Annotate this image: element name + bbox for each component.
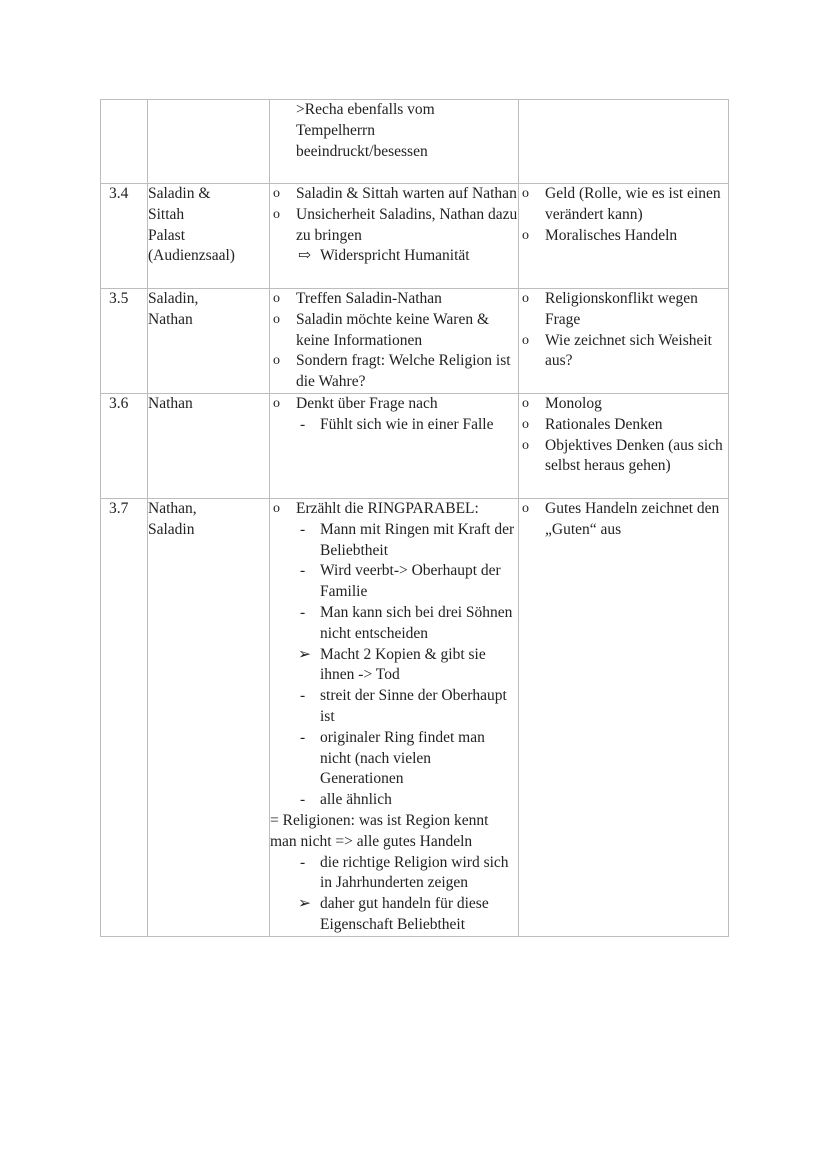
dash-bullet-icon: - [300,415,306,433]
arrow-right-icon: ⇨ [298,247,311,265]
list-item [270,351,518,393]
scene-number: 3.6 [101,394,148,499]
table-row [101,499,729,937]
table-body [101,100,729,937]
table-row [101,184,729,289]
list-item-text: Erzählt die RINGPARABEL: [296,500,479,517]
list-item [270,394,518,415]
list-item [270,289,518,310]
scene-themes [519,184,729,289]
list-item [519,289,728,331]
list-item [270,728,518,790]
list-item-text: die richtige Religion wird sich in Jahrhunderten zeigen [320,853,509,892]
list-item-text: alle ähnlich [320,791,392,809]
list-item-text: streit der Sinne der Oberhaupt ist [320,687,507,725]
list-item-text: Sondern fragt: Welche Religion ist die Wahre? [296,352,511,391]
circle-bullet-icon: o [273,501,280,516]
list-item-text: Unsicherheit Saladins, Nathan dazu zu bringen [296,205,518,244]
chevron-bullet-icon: ➢ [298,895,311,913]
list-item-text: Fühlt sich wie in einer Falle [320,415,494,433]
scene-number [101,100,148,184]
list-item [270,205,518,247]
circle-bullet-icon: o [273,396,280,411]
list-item [519,394,728,415]
list-item-text: originaler Ring findet man nicht (nach vielen Generationen [320,728,485,788]
character-line: Saladin & [148,185,211,202]
list-item [270,645,518,687]
character-line: Saladin, [148,290,199,307]
list-item [519,415,728,436]
scene-number: 3.4 [101,184,148,289]
list-item-text: Macht 2 Kopien & gibt sie ihnen -> Tod [320,645,486,684]
list-item-text: Mann mit Ringen mit Kraft der Beliebtheit [320,520,515,559]
circle-bullet-icon: o [522,501,529,516]
circle-bullet-icon: o [273,353,280,369]
list-item-text: Wird veerbt-> Oberhaupt der Familie [320,562,501,601]
list-item-text: daher gut handeln für diese Eigenschaft Beliebtheit [320,895,489,933]
character-line: Nathan [148,395,193,412]
list-item [519,331,728,373]
list-item [270,603,518,645]
list-item [270,246,518,267]
scene-content [270,184,519,289]
circle-bullet-icon: o [273,206,280,222]
list-item-text: Gutes Handeln zeichnet den „Guten“ aus [545,500,720,538]
circle-bullet-icon: o [522,332,529,348]
character-line: Palast [148,226,186,244]
list-item [270,415,518,436]
dash-bullet-icon: - [300,687,306,705]
scene-characters [148,289,270,394]
scene-themes [519,289,729,394]
list-item [270,853,518,895]
circle-bullet-icon: o [522,291,529,306]
character-line: Saladin [148,520,195,538]
scene-table [100,99,729,937]
list-item [270,499,518,520]
list-item-text: Objektives Denken (aus sich selbst heraus gehen) [545,436,723,475]
list-item-text: Saladin & Sittah warten auf Nathan [296,185,517,202]
list-item [270,310,518,352]
list-item-text: Moralisches Handeln [545,226,678,244]
character-line: Nathan [148,310,193,328]
dash-bullet-icon: - [300,562,306,580]
list-item-text: Denkt über Frage nach [296,395,438,412]
scene-content [270,289,519,394]
dash-bullet-icon: - [300,520,306,538]
list-item [270,561,518,603]
table-row [101,289,729,394]
scene-content [270,499,519,937]
list-item [270,894,518,936]
dash-bullet-icon: - [300,603,306,621]
scene-characters [148,184,270,289]
list-item-text: Wie zeichnet sich Weisheit aus? [545,331,712,370]
table-row [101,100,729,184]
circle-bullet-icon: o [522,227,529,243]
list-item-text: Rationales Denken [545,415,663,433]
list-item-text: Treffen Saladin-Nathan [296,290,442,307]
circle-bullet-icon: o [522,416,529,432]
list-item [519,436,728,478]
list-item [270,520,518,562]
content-line: Tempelherrn [296,121,375,139]
circle-bullet-icon: o [522,186,529,201]
circle-bullet-icon: o [273,186,280,201]
list-item [519,184,728,226]
dash-bullet-icon: - [300,728,306,746]
scene-themes [519,394,729,499]
list-item [519,226,728,247]
circle-bullet-icon: o [522,396,529,411]
list-item-text: Widerspricht Humanität [320,247,470,265]
scene-content [270,100,519,184]
scene-characters [148,100,270,184]
scene-content [270,394,519,499]
list-item-text: Religionskonflikt wegen Frage [545,290,698,328]
content-line: >Recha ebenfalls vom [296,101,435,118]
content-paragraph: = Religionen: was ist Region kennt man nicht => alle gutes Handeln [270,811,489,850]
list-item [519,499,728,541]
list-item-text: Geld (Rolle, wie es ist einen verändert kann) [545,185,721,223]
circle-bullet-icon: o [522,437,529,453]
scene-characters [148,499,270,937]
table-row [101,394,729,499]
circle-bullet-icon: o [273,311,280,327]
list-item-text: Man kann sich bei drei Söhnen nicht entscheiden [320,603,513,642]
chevron-bullet-icon: ➢ [298,645,311,663]
list-item-text: Saladin möchte keine Waren & keine Informationen [296,310,490,349]
scene-number: 3.5 [101,289,148,394]
scene-themes [519,499,729,937]
character-line: (Audienzsaal) [148,247,235,265]
content-line: beeindruckt/besessen [296,142,428,160]
scene-number: 3.7 [101,499,148,937]
scene-characters [148,394,270,499]
scene-themes [519,100,729,184]
list-item [270,790,518,811]
character-line: Nathan, [148,500,197,517]
dash-bullet-icon: - [300,853,306,871]
list-item [270,184,518,205]
list-item [270,686,518,728]
dash-bullet-icon: - [300,791,306,809]
list-item-text: Monolog [545,395,602,412]
circle-bullet-icon: o [273,291,280,306]
character-line: Sittah [148,205,185,223]
